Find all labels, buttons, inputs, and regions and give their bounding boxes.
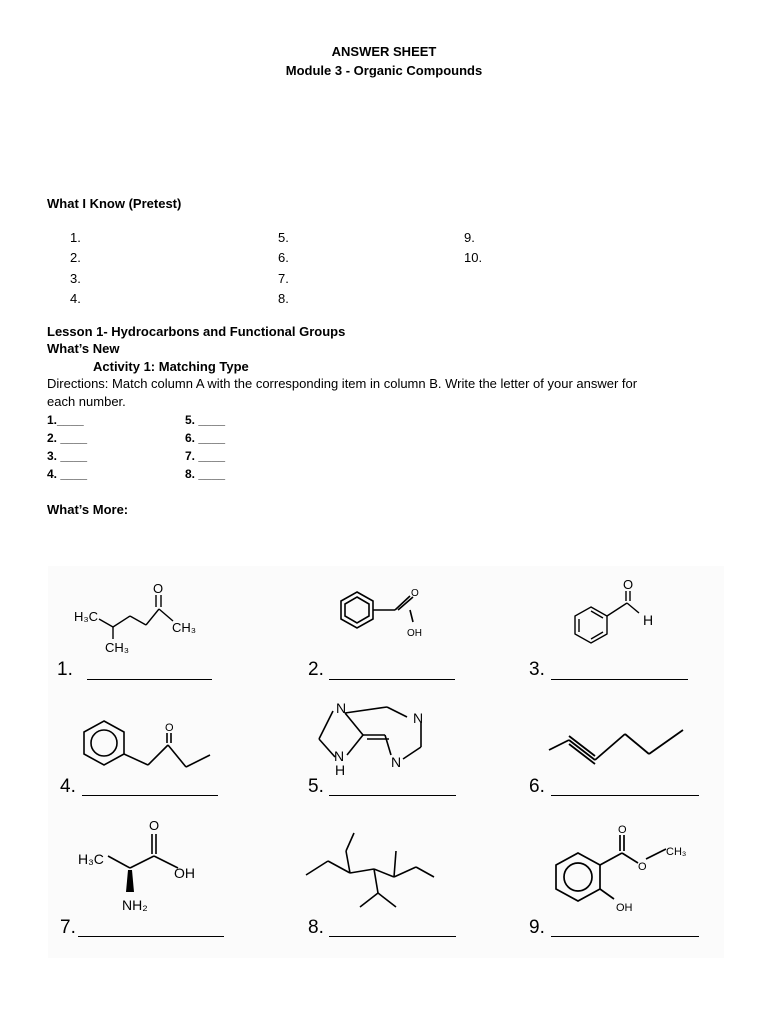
pretest-item: 5. <box>278 230 289 245</box>
structure-number: 3. <box>529 659 545 680</box>
pretest-heading: What I Know (Pretest) <box>47 196 182 211</box>
answer-line[interactable] <box>329 795 456 796</box>
o-label: O <box>153 581 164 596</box>
structure-6-diagram <box>545 720 695 780</box>
pretest-item: 4. <box>70 291 81 306</box>
o-label: O <box>638 861 647 873</box>
n-label: N <box>391 754 402 770</box>
structure-number: 7. <box>60 917 76 938</box>
answer-line[interactable] <box>551 936 699 937</box>
structure-2-diagram <box>325 582 445 652</box>
structure-number: 1. <box>57 659 73 680</box>
answer-line[interactable] <box>551 679 688 680</box>
whats-new-heading: What’s New <box>47 341 120 356</box>
page-title: ANSWER SHEET <box>331 44 437 59</box>
structure-4-diagram <box>70 705 230 785</box>
nh2-label: NH₂ <box>122 897 148 913</box>
structure-number: 4. <box>60 776 76 797</box>
oh-label: OH <box>174 865 195 881</box>
n-label: N <box>336 700 347 716</box>
matching-item: 8. ____ <box>185 467 226 481</box>
answer-line[interactable] <box>78 936 224 937</box>
oh-label: OH <box>407 628 422 639</box>
answer-line[interactable] <box>87 679 212 680</box>
pretest-item: 10. <box>464 250 483 265</box>
whats-more-heading: What’s More: <box>47 502 129 517</box>
h-label: H <box>643 612 654 628</box>
matching-item: 2. ____ <box>47 431 88 445</box>
structure-1-diagram <box>55 575 275 665</box>
pretest-item: 8. <box>278 291 289 306</box>
structure-8-diagram <box>290 825 440 920</box>
h-label: H <box>335 762 346 778</box>
structure-3-diagram <box>565 575 675 655</box>
matching-item: 4. ____ <box>47 467 88 481</box>
h3c-label: H₃C <box>78 851 104 867</box>
n-label: N <box>334 748 345 764</box>
matching-item: 5. ____ <box>185 413 226 427</box>
matching-item: 1.____ <box>47 413 84 427</box>
matching-item: 3. ____ <box>47 449 88 463</box>
pretest-item: 1. <box>70 230 81 245</box>
o-label: O <box>411 588 419 599</box>
answer-line[interactable] <box>329 679 455 680</box>
answer-line[interactable] <box>82 795 218 796</box>
answer-line[interactable] <box>329 936 456 937</box>
o-label: O <box>618 824 627 836</box>
structure-number: 9. <box>529 917 545 938</box>
ch3-label: CH₃ <box>105 640 130 655</box>
directions-text-cont: each number. <box>47 394 126 409</box>
pretest-item: 7. <box>278 271 289 286</box>
o-label: O <box>165 722 174 734</box>
directions-text: Directions: Match column A with the corresponding item in column B. Write the letter of your answer for <box>47 376 638 391</box>
pretest-item: 2. <box>70 250 81 265</box>
o-label: O <box>623 577 634 592</box>
matching-item: 6. ____ <box>185 431 226 445</box>
pretest-item: 6. <box>278 250 289 265</box>
answer-line[interactable] <box>551 795 699 796</box>
pretest-item: 3. <box>70 271 81 286</box>
lesson-title: Lesson 1- Hydrocarbons and Functional Groups <box>47 324 346 339</box>
activity-title: Activity 1: Matching Type <box>93 359 249 374</box>
structure-5-diagram <box>305 695 445 785</box>
structure-number: 8. <box>308 917 324 938</box>
n-label: N <box>413 710 424 726</box>
ch3-label: CH₃ <box>172 620 197 635</box>
structure-9-diagram <box>548 815 708 920</box>
structure-number: 2. <box>308 659 324 680</box>
page-subtitle: Module 3 - Organic Compounds <box>285 63 483 78</box>
h3c-label: H₃C <box>74 609 99 624</box>
ch3-label: CH₃ <box>666 846 687 858</box>
o-label: O <box>149 818 160 833</box>
structure-7-diagram <box>70 812 220 922</box>
structure-number: 6. <box>529 776 545 797</box>
matching-item: 7. ____ <box>185 449 226 463</box>
structure-number: 5. <box>308 776 324 797</box>
oh-label: OH <box>616 902 633 914</box>
pretest-item: 9. <box>464 230 475 245</box>
